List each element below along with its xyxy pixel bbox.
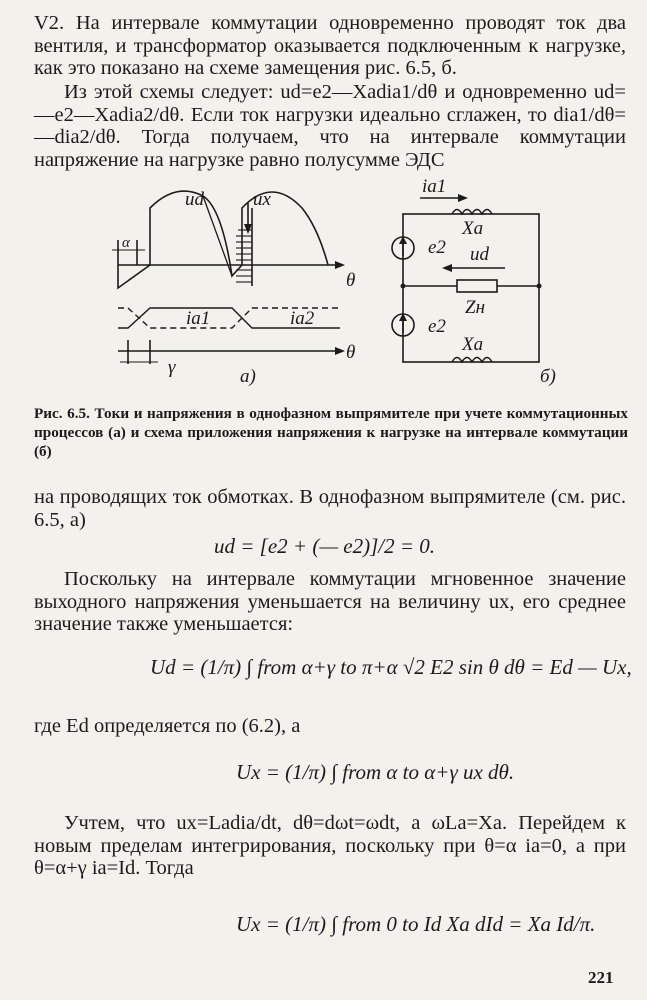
paragraph-Ed-text: где Ed определяется по (6.2), а — [34, 715, 301, 737]
paragraph-substitution — [34, 812, 626, 880]
paragraph-Ed — [34, 715, 626, 738]
label-e2-lower: e2 — [428, 316, 446, 337]
label-panel-a: а) — [240, 366, 256, 387]
label-gamma: γ — [168, 357, 176, 378]
ud-negative-segment — [118, 265, 150, 288]
label-ux: ux — [253, 189, 271, 210]
figure-6-5 — [0, 168, 647, 400]
paragraph-windings — [34, 486, 626, 531]
figure-caption: Рис. 6.5. Токи и напряжения в однофазном выпрямителе при учете коммутационных процессов (а) и схема приложения напряжения к нагрузке на интервале коммутации (б) — [34, 405, 628, 460]
label-zn: Zн — [465, 297, 485, 318]
label-ud: ud — [185, 189, 204, 210]
paragraph-v2 — [34, 12, 626, 80]
ux-hatch — [236, 230, 252, 282]
label-panel-b: б) — [540, 366, 556, 387]
paragraph-scheme-text: Из этой схемы следует: ud=e2—Xadia1/dθ и одновременно ud=—e2—Xadia2/dθ. Если ток нагрузки идеально сглажен, то dia1/dθ=—dia2/dθ. Тогда получаем, что на интервале коммутации напряжение на нагрузке равно полусумме ЭДС — [34, 81, 626, 171]
equation-Ux-integral: Ux = (1/π) ∫ from α to α+γ ux dθ. — [236, 760, 515, 784]
paragraph-substitution-text: Учтем, что ux=Ladia/dt, dθ=dωt=ωdt, а ωLa=Xa. Перейдем к новым пределам интегрирования, поскольку при θ=α ia=0, а при θ=α+γ ia=Id. Тогда — [34, 812, 626, 879]
equation-ud-zero: ud = [e2 + (— e2)]/2 = 0. — [214, 534, 435, 558]
paragraph-scheme — [34, 81, 626, 171]
label-ia2: ia2 — [290, 308, 315, 329]
paragraph-average — [34, 568, 626, 636]
equation-Ud: Ud = (1/π) ∫ from α+γ to π+α √2 E2 sin θ dθ = Ed — Ux, — [150, 655, 632, 679]
label-alpha: α — [122, 235, 130, 251]
ud-waveform — [150, 191, 328, 276]
label-xa-lower: Xa — [462, 334, 484, 355]
equation-Ux-result: Ux = (1/π) ∫ from 0 to Id Xa dId = Xa Id/π. — [236, 912, 596, 936]
label-ia1: ia1 — [186, 308, 211, 329]
label-ia1-circuit: ia1 — [422, 176, 447, 197]
paragraph-v2-text: V2. На интервале коммутации одновременно проводят ток два вентиля, и трансформатор оказывается подключенным к нагрузке, как это показано на схеме замещения рис. 6.5, б. — [34, 12, 626, 79]
label-theta-upper: θ — [346, 270, 356, 291]
label-e2-upper: e2 — [428, 237, 446, 258]
load-resistor — [457, 280, 497, 292]
paragraph-windings-text: на проводящих ток обмотках. В однофазном выпрямителе (см. рис. 6.5, а) — [34, 486, 626, 531]
label-ud-circuit: ud — [470, 244, 489, 265]
label-theta-lower: θ — [346, 342, 356, 363]
label-xa-upper: Xa — [462, 218, 484, 239]
paragraph-average-text: Поскольку на интервале коммутации мгновенное значение выходного напряжения уменьшается на величину ux, его среднее значение также уменьшается: — [34, 568, 626, 635]
page-number: 221 — [588, 968, 614, 987]
